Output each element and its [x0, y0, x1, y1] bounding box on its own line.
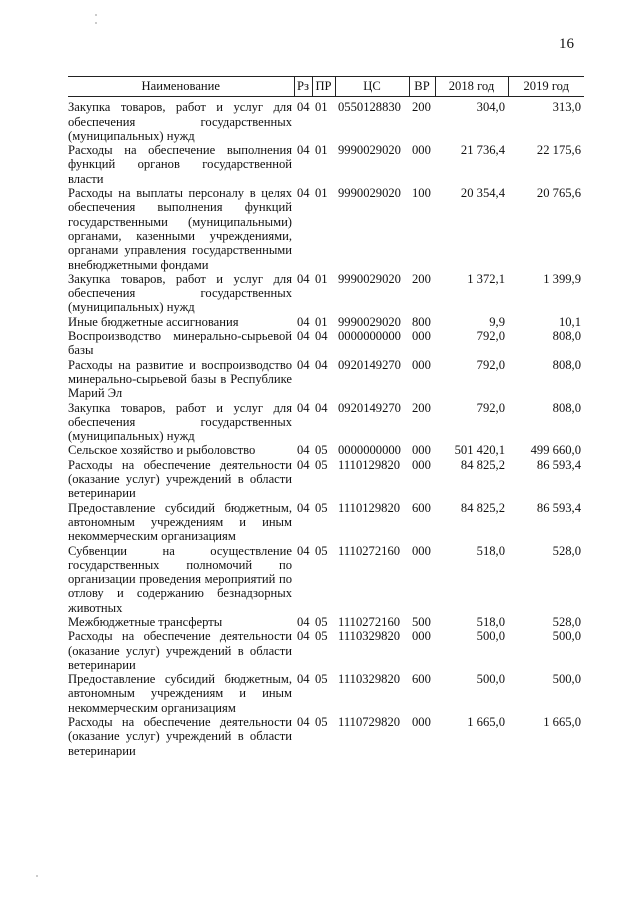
cell-cs: 1110272160 [338, 614, 401, 629]
cell-2018: 792,0 [476, 329, 505, 344]
cell-2018: 84 825,2 [460, 457, 505, 472]
cell-cs: 9990029020 [338, 186, 401, 201]
cell-name: Расходы на развитие и воспроизводство минерально-сырьевой базы в Республике Марий Эл [68, 357, 292, 401]
cell-2019: 22 175,6 [536, 143, 581, 158]
cell-name: Расходы на обеспечение деятельности (оказание услуг) учреждений в области ветеринарии [68, 629, 292, 672]
header-cs: ЦС [335, 77, 409, 97]
cell-2019: 528,0 [552, 614, 581, 629]
cell-rz: 04 [297, 443, 310, 458]
table-row [68, 443, 584, 457]
cell-name: Расходы на обеспечение деятельности (оказание услуг) учреждений в области ветеринарии [68, 457, 292, 501]
cell-name: Закупка товаров, работ и услуг для обеспечения государственных (муниципальных) нужд [68, 400, 292, 444]
table-row [68, 615, 584, 629]
cell-rz: 04 [297, 543, 310, 558]
table-row [68, 458, 584, 501]
scan-speck [95, 14, 97, 16]
page-number: 16 [559, 36, 574, 52]
cell-2018: 1 372,1 [467, 271, 505, 286]
cell-2018: 1 665,0 [467, 715, 505, 730]
cell-pr: 01 [315, 143, 328, 158]
cell-pr: 05 [315, 672, 328, 687]
header-rz: Рз [294, 77, 312, 97]
table-row [68, 186, 584, 272]
cell-name: Иные бюджетные ассигнования [68, 314, 239, 329]
header-year-2019: 2019 год [508, 77, 584, 97]
cell-pr: 05 [315, 500, 328, 515]
cell-cs: 9990029020 [338, 314, 401, 329]
table-row [68, 329, 584, 358]
cell-rz: 04 [297, 672, 310, 687]
cell-cs: 1110129820 [338, 457, 401, 472]
header-name: Наименование [68, 77, 294, 97]
cell-2019: 10,1 [558, 314, 581, 329]
cell-rz: 04 [297, 629, 310, 644]
cell-2019: 528,0 [552, 543, 581, 558]
table-row [68, 715, 584, 758]
cell-pr: 04 [315, 357, 328, 372]
cell-name: Закупка товаров, работ и услуг для обеспечения государственных (муниципальных) нужд [68, 271, 292, 315]
cell-2018: 500,0 [476, 629, 505, 644]
cell-rz: 04 [297, 614, 310, 629]
cell-2019: 808,0 [552, 329, 581, 344]
cell-pr: 05 [315, 543, 328, 558]
cell-vr: 200 [412, 100, 431, 115]
cell-2018: 84 825,2 [460, 500, 505, 515]
cell-pr: 04 [315, 400, 328, 415]
header-pr: ПР [312, 77, 335, 97]
cell-vr: 000 [412, 357, 431, 372]
cell-vr: 100 [412, 186, 431, 201]
cell-vr: 500 [412, 614, 431, 629]
cell-rz: 04 [297, 400, 310, 415]
cell-2019: 86 593,4 [536, 500, 581, 515]
table-row [68, 401, 584, 444]
cell-2018: 518,0 [476, 614, 505, 629]
cell-pr: 01 [315, 100, 328, 115]
cell-rz: 04 [297, 715, 310, 730]
header-year-2018: 2018 год [435, 77, 508, 97]
cell-rz: 04 [297, 329, 310, 344]
cell-name: Предоставление субсидий бюджетным, автономным учреждениям и иным некоммерческим организациям [68, 500, 292, 544]
cell-name: Предоставление субсидий бюджетным, автономным учреждениям и иным некоммерческим организациям [68, 672, 292, 715]
scan-speck [36, 875, 38, 877]
cell-pr: 01 [315, 271, 328, 286]
header-vr: ВР [409, 77, 435, 97]
cell-name: Расходы на обеспечение выполнения функций органов государственной власти [68, 143, 292, 186]
table-row [68, 143, 584, 186]
cell-rz: 04 [297, 186, 310, 201]
cell-vr: 800 [412, 314, 431, 329]
table-row [68, 629, 584, 672]
cell-rz: 04 [297, 100, 310, 115]
cell-rz: 04 [297, 271, 310, 286]
cell-2018: 792,0 [476, 357, 505, 372]
cell-2018: 304,0 [476, 100, 505, 115]
cell-pr: 04 [315, 329, 328, 344]
cell-cs: 9990029020 [338, 143, 401, 158]
cell-vr: 600 [412, 672, 431, 687]
table-row [68, 358, 584, 401]
cell-2019: 499 660,0 [530, 443, 581, 458]
cell-name: Расходы на обеспечение деятельности (оказание услуг) учреждений в области ветеринарии [68, 715, 292, 758]
table-row [68, 315, 584, 329]
cell-2019: 808,0 [552, 400, 581, 415]
cell-rz: 04 [297, 500, 310, 515]
cell-cs: 9990029020 [338, 271, 401, 286]
cell-cs: 1110329820 [338, 672, 401, 687]
table-row [68, 501, 584, 544]
table-row [68, 672, 584, 715]
cell-2019: 1 399,9 [543, 271, 581, 286]
cell-2018: 501 420,1 [454, 443, 505, 458]
cell-name: Воспроизводство минерально-сырьевой базы [68, 329, 292, 358]
cell-rz: 04 [297, 457, 310, 472]
cell-vr: 000 [412, 543, 431, 558]
cell-cs: 1110329820 [338, 629, 401, 644]
cell-2018: 500,0 [476, 672, 505, 687]
cell-cs: 0550128830 [338, 100, 401, 115]
cell-2019: 86 593,4 [536, 457, 581, 472]
cell-2018: 792,0 [476, 400, 505, 415]
cell-vr: 000 [412, 143, 431, 158]
cell-vr: 000 [412, 715, 431, 730]
cell-name: Закупка товаров, работ и услуг для обеспечения государственных (муниципальных) нужд [68, 100, 292, 143]
cell-rz: 04 [297, 314, 310, 329]
cell-cs: 1110272160 [338, 543, 401, 558]
cell-pr: 05 [315, 457, 328, 472]
cell-2018: 21 736,4 [460, 143, 505, 158]
cell-vr: 200 [412, 400, 431, 415]
cell-2018: 20 354,4 [460, 186, 505, 201]
cell-2019: 500,0 [552, 672, 581, 687]
cell-pr: 01 [315, 314, 328, 329]
scan-speck [95, 22, 97, 24]
cell-cs: 0000000000 [338, 329, 401, 344]
cell-vr: 000 [412, 329, 431, 344]
cell-name: Межбюджетные трансферты [68, 614, 223, 629]
cell-cs: 0920149270 [338, 357, 401, 372]
cell-cs: 0000000000 [338, 443, 401, 458]
cell-name: Расходы на выплаты персоналу в целях обеспечения выполнения функций государственными (муниципальными) органами, казенными учреждениями, органами управления государственными внебюджетными фондами [68, 186, 292, 272]
table-row [68, 272, 584, 315]
cell-2018: 518,0 [476, 543, 505, 558]
cell-vr: 000 [412, 443, 431, 458]
cell-2019: 20 765,6 [536, 186, 581, 201]
cell-name: Сельское хозяйство и рыболовство [68, 443, 256, 458]
cell-vr: 200 [412, 271, 431, 286]
cell-vr: 000 [412, 629, 431, 644]
cell-pr: 05 [315, 715, 328, 730]
cell-pr: 01 [315, 186, 328, 201]
table-body [68, 97, 584, 758]
cell-pr: 05 [315, 443, 328, 458]
cell-2019: 1 665,0 [543, 715, 581, 730]
cell-2019: 808,0 [552, 357, 581, 372]
cell-2019: 313,0 [552, 100, 581, 115]
cell-vr: 600 [412, 500, 431, 515]
cell-rz: 04 [297, 357, 310, 372]
cell-vr: 000 [412, 457, 431, 472]
cell-2019: 500,0 [552, 629, 581, 644]
table-row [68, 97, 584, 143]
cell-pr: 05 [315, 629, 328, 644]
cell-cs: 0920149270 [338, 400, 401, 415]
cell-rz: 04 [297, 143, 310, 158]
table-row [68, 544, 584, 615]
cell-pr: 05 [315, 614, 328, 629]
cell-2018: 9,9 [489, 314, 505, 329]
cell-cs: 1110729820 [338, 715, 401, 730]
table-header-row [68, 77, 584, 97]
budget-table [68, 76, 584, 758]
cell-cs: 1110129820 [338, 500, 401, 515]
cell-name: Субвенции на осуществление государственных полномочий по организации проведения мероприятий по отлову и содержанию безнадзорных животных [68, 543, 292, 615]
